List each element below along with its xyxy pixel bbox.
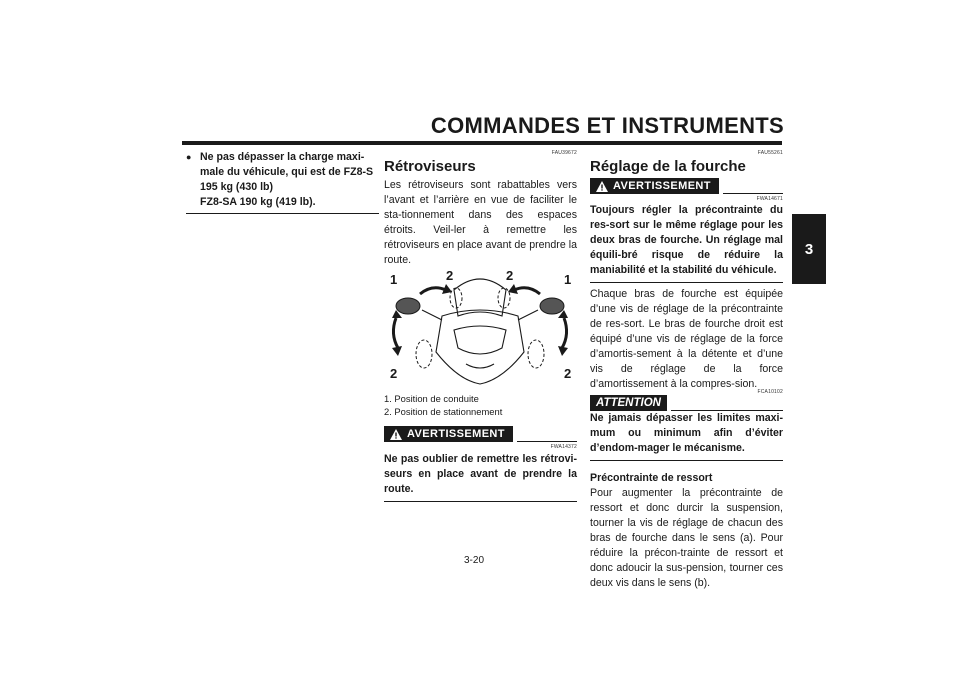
column-left	[186, 150, 379, 214]
warning-label: AVERTISSEMENT	[613, 180, 711, 192]
warning-rule	[517, 441, 577, 442]
spring-preload-subheading: Précontrainte de ressort	[590, 472, 713, 484]
arrow-right-side	[562, 318, 567, 348]
fairing-outline	[436, 310, 524, 384]
bullet-line: FZ8-SA 190 kg (419 lb).	[200, 196, 316, 208]
bullet-line: male du véhicule, qui est de FZ8-S	[200, 166, 374, 178]
bullet-line: Ne pas dépasser la charge maxi-	[200, 151, 365, 163]
arrowhead	[558, 346, 568, 356]
intake-outline	[466, 364, 494, 368]
chapter-tab: 3	[792, 214, 826, 284]
column-right	[590, 150, 783, 591]
mirror-stalk-right	[518, 310, 538, 320]
bullet-item	[186, 150, 379, 210]
section-rule	[590, 282, 783, 283]
reference-code: FCA10102	[757, 389, 783, 395]
warning-label: AVERTISSEMENT	[407, 428, 505, 440]
bullet-icon: ●	[186, 152, 192, 162]
section-rule	[186, 213, 379, 214]
section-rule	[590, 460, 783, 461]
fork-body: Chaque bras de fourche est équipée d’une vis de réglage de la précontrainte de res-sort. Le bras de fourche droit est équipé d’une vis de réglage de la force d’amortis-sement à la détente et d’une vis de réglage de la force d’amortissement à la compres-sion.	[590, 288, 783, 390]
arrowhead	[392, 346, 402, 356]
column-middle	[384, 150, 577, 502]
section-rule	[384, 501, 577, 502]
bullet-line: 195 kg (430 lb)	[200, 181, 274, 193]
section-heading-fork: Réglage de la fourche	[590, 158, 746, 175]
reference-code: FWA14671	[756, 196, 783, 202]
arrow-left-top	[420, 288, 446, 294]
figure-legend-2: 2. Position de stationnement	[384, 405, 503, 417]
warning-badge	[384, 426, 513, 442]
headlight-outline	[454, 326, 506, 354]
mirrors-body: Les rétroviseurs sont rabattables vers l’avant et l’arrière en vue de faciliter le sta-tionnement dans des espaces étroits. Veil-ler à remettre les rétroviseurs en place avant de prendre la route.	[384, 179, 577, 266]
reference-code: FAU55261	[757, 150, 783, 156]
figure-label: 1	[564, 272, 572, 287]
attention-badge: ATTENTION	[590, 395, 667, 411]
mirror-left	[396, 298, 420, 314]
figure-label: 2	[390, 366, 398, 381]
page-number: 3-20	[464, 555, 485, 566]
header-rule	[182, 141, 782, 145]
warning-badge	[590, 178, 719, 194]
arrow-left-side	[393, 318, 398, 348]
mirror-figure	[384, 268, 577, 388]
bullet-text	[200, 150, 373, 210]
spring-preload-body: Pour augmenter la précontrainte de ressort et donc durcir la suspension, tourner la vis de réglage de chacun des bras de fourche dans le sens (a). Pour réduire la précon-trainte de ressort et donc adoucir la sus-pension, tourner ces deux vis dans le sens (b).	[590, 487, 783, 589]
section-heading-mirrors: Rétroviseurs	[384, 158, 476, 175]
arrow-right-top	[514, 288, 540, 294]
figure-label: 2	[446, 268, 454, 283]
figure-label: 2	[564, 366, 572, 381]
warning-triangle-icon	[390, 429, 402, 440]
attention-text: Ne jamais dépasser les limites maxi-mum ou minimum afin d’éviter d’endom-mager le mécanisme.	[590, 412, 783, 454]
mirror-left-parked	[416, 340, 432, 368]
warning-header	[384, 426, 577, 442]
reference-code: FWA14372	[550, 444, 577, 450]
mirror-right-parked	[528, 340, 544, 368]
warning-triangle-icon	[596, 181, 608, 192]
figure-legend-1: 1. Position de conduite	[384, 393, 479, 404]
reference-code: FAU39672	[551, 150, 577, 156]
warning-rule	[723, 193, 783, 194]
warning-header	[590, 178, 783, 194]
mirrors-warning-text: Ne pas oublier de remettre les rétrovi-seurs en place avant de prendre la route.	[384, 453, 577, 495]
mirror-stalk-left	[422, 310, 442, 320]
attention-header	[590, 395, 783, 411]
mirror-right	[540, 298, 564, 314]
figure-label: 1	[390, 272, 398, 287]
page-header-title: COMMANDES ET INSTRUMENTS	[430, 113, 784, 138]
figure-label: 2	[506, 268, 514, 283]
fork-warning-text: Toujours régler la précontrainte du res-sort sur le même réglage pour les deux bras de fourche. Un réglage mal équili-bré risque de réduire la maniabilité et la stabilité du véhicule.	[590, 204, 783, 276]
